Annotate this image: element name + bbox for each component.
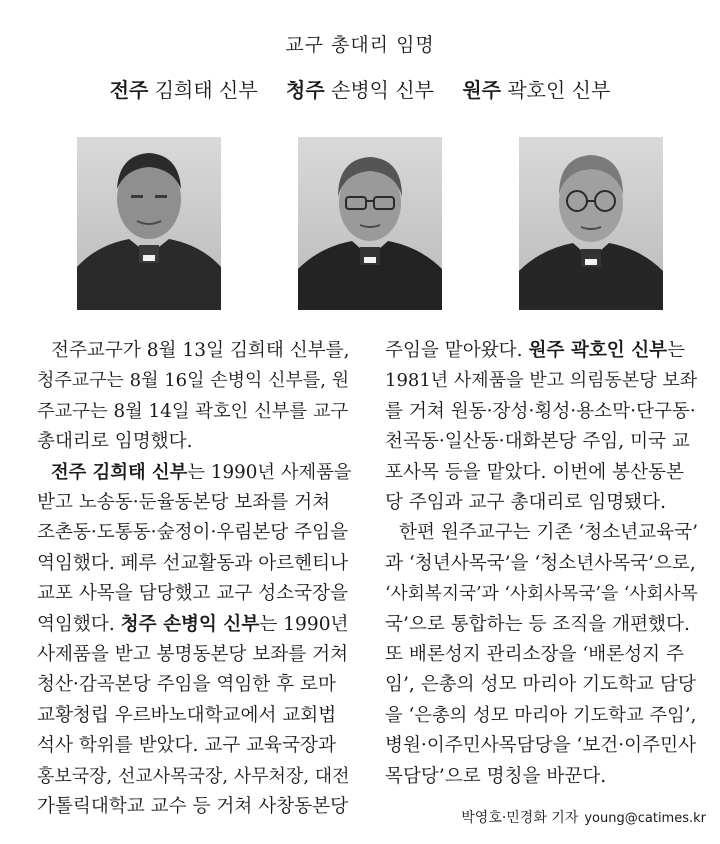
body-line: 가톨릭대학교 교수 등 거쳐 사창동본당 (37, 796, 349, 818)
subject-name-bold: 청주 손병익 신부 (120, 613, 260, 635)
headline-name-3: 곽호인 신부 (507, 78, 611, 102)
body-text: 주임을 맡아왔다. (385, 340, 529, 361)
body-line: 포사목 등을 맡았다. 이번에 봉산동본 (385, 461, 684, 483)
body-line: 총대리로 임명했다. (37, 431, 193, 453)
body-line: 교황청립 우르바노대학교에서 교회법 (37, 704, 337, 726)
body-line: 목담당’으로 명칭을 바꾼다. (385, 765, 607, 787)
headline-diocese-2: 청주 (286, 78, 325, 102)
byline-email[interactable]: young@catimes.kr (584, 811, 706, 826)
body-line: 병원·이주민사목담당을 ‘보건·이주민사 (385, 735, 697, 757)
body-line: 또 배론성지 관리소장을 ‘배론성지 주 (385, 644, 684, 666)
headline-name-1: 김희태 신부 (154, 78, 258, 102)
body-text: 역임했다. (37, 613, 121, 635)
body-line: 청산·감곡본당 주임을 역임한 후 로마 (37, 674, 336, 696)
headline-name-2: 손병익 신부 (331, 78, 434, 102)
body-line: 를 거쳐 원동·장성·횡성·용소막·단구동· (385, 400, 696, 422)
body-text: 는 1990년 (259, 613, 349, 635)
portrait-photo-1 (77, 137, 221, 310)
headline-diocese-3: 원주 (462, 78, 501, 102)
body-line: 임’, 은총의 성모 마리아 기도학교 담당 (385, 674, 696, 696)
article-headline (0, 74, 720, 103)
article-byline (461, 807, 706, 827)
body-line: 천곡동·일산동·대화본당 주임, 미국 교 (385, 431, 690, 453)
body-line: 역임했다. 페루 선교활동과 아르헨티나 (37, 552, 349, 574)
body-line (37, 458, 353, 488)
body-text: 는 (667, 340, 686, 361)
body-text: 는 1990년 사제품을 (187, 461, 352, 483)
body-line (385, 336, 701, 366)
headline-diocese-1: 전주 (109, 78, 149, 102)
portrait-photo-3 (519, 137, 663, 310)
body-text: 전주교구가 8월 13일 김희태 신부를, (51, 340, 350, 361)
body-line: 당 주임과 교구 총대리로 임명됐다. (385, 492, 667, 514)
body-line: 받고 노송동·둔율동본당 보좌를 거쳐 (37, 492, 331, 514)
body-line: 주교구는 8월 14일 곽호인 신부를 교구 (37, 400, 349, 422)
portrait-photo-2 (298, 137, 442, 310)
body-line: 홍보국장, 선교사목국장, 사무처장, 대전 (37, 765, 350, 787)
body-line: 석사 학위를 받았다. 교구 교육국장과 (37, 735, 336, 757)
body-line (37, 336, 353, 366)
body-line: 청주교구는 8월 16일 손병익 신부를, 원 (37, 370, 350, 392)
body-line (37, 610, 353, 640)
article-body-right-column (385, 336, 701, 792)
article-body-left-column (37, 336, 353, 823)
subject-name-bold: 원주 곽호인 신부 (528, 340, 668, 361)
body-line: 조촌동·도통동·숲정이·우림본당 주임을 (37, 522, 349, 544)
body-line (385, 518, 701, 548)
body-line: 국’으로 통합하는 등 조직을 개편했다. (385, 613, 690, 635)
body-line: 교포 사목을 담당했고 교구 성소국장을 (37, 583, 349, 605)
body-line: 사제품을 받고 봉명동본당 보좌를 거쳐 (37, 644, 349, 666)
body-line: 을 ‘은총의 성모 마리아 기도학교 주임’, (385, 704, 697, 726)
subject-name-bold: 전주 김희태 신부 (51, 461, 188, 483)
body-line: 과 ‘청년사목국’을 ‘청소년사목국’으로, (385, 552, 696, 574)
article-kicker: 교구 총대리 임명 (285, 34, 435, 56)
body-text: 한편 원주교구는 기존 ‘청소년교육국’ (399, 522, 698, 544)
body-line: ‘사회복지국’과 ‘사회사목국’을 ‘사회사목 (385, 584, 698, 605)
body-line: 1981년 사제품을 받고 의림동본당 보좌 (385, 370, 698, 392)
byline-reporters: 박영호·민경화 기자 (461, 810, 579, 826)
